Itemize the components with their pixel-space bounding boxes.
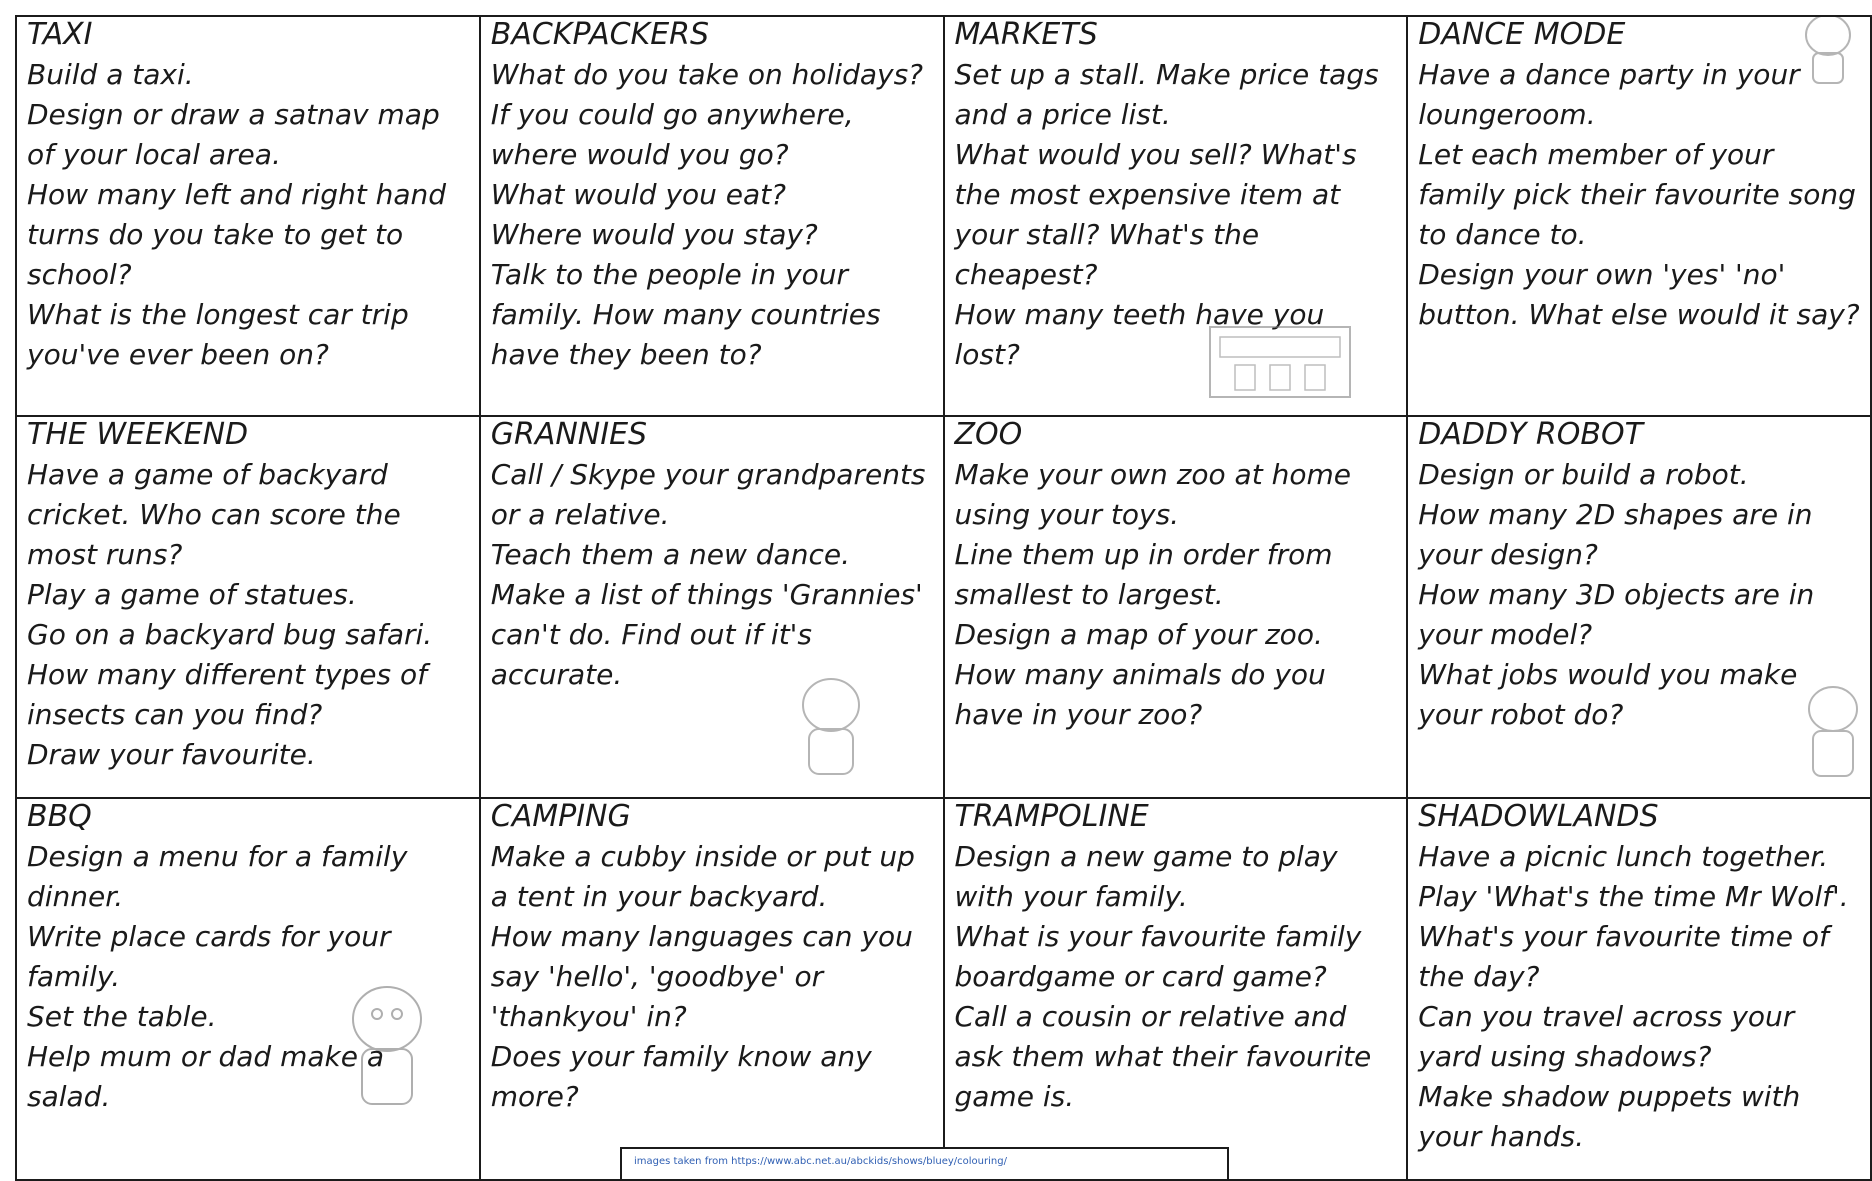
activity-cell-markets (944, 16, 1408, 416)
cartoon-dog-sketch-icon (1793, 677, 1871, 787)
grid-row (16, 798, 1871, 1180)
activity-cell-bbq (16, 798, 480, 1180)
grid-row (16, 16, 1871, 416)
activity-line: Play 'What's the time Mr Wolf'. (1418, 880, 1849, 913)
activity-line: Design a menu for a family dinner. (27, 840, 408, 913)
activity-line: How many languages can you say 'hello', 'goodbye' or 'thankyou' in? (490, 920, 913, 1033)
activity-line: Talk to the people in your family. How many countries have they been to? (490, 258, 881, 371)
activity-line: Teach them a new dance. (490, 538, 850, 571)
activity-line: What would you sell? What's the most expensive item at your stall? What's the cheapest? (954, 138, 1357, 291)
activity-line: How many left and right hand turns do you take to get to school? (27, 178, 447, 291)
activity-line: What do you take on holidays? (490, 58, 924, 91)
activity-line: Go on a backyard bug safari. (27, 618, 433, 651)
activity-line: Design or draw a satnav map of your local area. (27, 98, 440, 171)
activity-cell-backpackers (480, 16, 944, 416)
activity-title: MARKETS (954, 17, 1098, 52)
source-link-box[interactable] (620, 1147, 1229, 1181)
stall-sketch-icon (1200, 317, 1360, 407)
activity-line: Can you travel across your yard using shadows? (1418, 1000, 1795, 1073)
activity-line: Make your own zoo at home using your toys. (954, 458, 1351, 531)
activity-line: How many animals do you have in your zoo? (954, 658, 1326, 731)
activity-line: What would you eat? (490, 178, 787, 211)
activity-title: SHADOWLANDS (1418, 799, 1659, 834)
activity-cell-grannies (480, 416, 944, 798)
activity-line: Set up a stall. Make price tags and a price list. (954, 58, 1379, 131)
activity-line: How many 2D shapes are in your design? (1418, 498, 1813, 571)
activity-title: GRANNIES (490, 417, 648, 452)
activity-line: Call a cousin or relative and ask them what their favourite game is. (954, 1000, 1372, 1113)
activity-line: Design or build a robot. (1418, 458, 1749, 491)
activity-cell-the-weekend (16, 416, 480, 798)
activity-line: Help mum or dad make a salad. (27, 1040, 385, 1113)
activity-title: BBQ (27, 799, 92, 834)
activity-title: CAMPING (490, 799, 631, 834)
activity-line: Have a game of backyard cricket. Who can score the most runs? (27, 458, 401, 571)
activity-line: Where would you stay? (490, 218, 818, 251)
activity-line: Design a map of your zoo. (954, 618, 1323, 651)
activity-cell-shadowlands (1407, 798, 1871, 1180)
activity-cell-dance-mode (1407, 16, 1871, 416)
activity-cell-taxi (16, 16, 480, 416)
activity-line: Make a cubby inside or put up a tent in your backyard. (490, 840, 915, 913)
activity-line: What is your favourite family boardgame or card game? (954, 920, 1362, 993)
activity-title: DADDY ROBOT (1418, 417, 1643, 452)
source-link[interactable]: images taken from https://www.abc.net.au/abckids/shows/bluey/colouring/ (634, 1156, 1007, 1167)
activity-line: Let each member of your family pick their favourite song to dance to. (1418, 138, 1856, 251)
grid-row (16, 416, 1871, 798)
activity-cell-daddy-robot (1407, 416, 1871, 798)
activity-line: Draw your favourite. (27, 738, 316, 771)
activity-line: Make a list of things 'Grannies' can't do. Find out if it's accurate. (490, 578, 923, 691)
activity-line: Does your family know any more? (490, 1040, 872, 1113)
cartoon-dog-sketch-icon (781, 667, 881, 787)
activity-title: ZOO (954, 417, 1023, 452)
activity-line: Call / Skype your grandparents or a relative. (490, 458, 926, 531)
activity-title: BACKPACKERS (490, 17, 710, 52)
activity-line: How many different types of insects can you find? (27, 658, 428, 731)
activity-line: What is the longest car trip you've ever been on? (27, 298, 409, 371)
cartoon-dog-sketch-icon (332, 969, 442, 1119)
activity-line: How many teeth have you lost? (954, 298, 1325, 371)
activity-line: How many 3D objects are in your model? (1418, 578, 1815, 651)
activity-line: Have a picnic lunch together. (1418, 840, 1829, 873)
activity-cell-zoo (944, 416, 1408, 798)
activity-cell-trampoline (944, 798, 1408, 1180)
cartoon-dog-sketch-icon (1793, 16, 1863, 95)
activity-cell-camping (480, 798, 944, 1180)
activity-line: Make shadow puppets with your hands. (1418, 1080, 1801, 1153)
activity-line: Play a game of statues. (27, 578, 357, 611)
activity-line: Set the table. (27, 1000, 217, 1033)
activity-line: Design your own 'yes' 'no' button. What else would it say? (1418, 258, 1860, 331)
activity-title: TRAMPOLINE (954, 799, 1149, 834)
activity-title: DANCE MODE (1418, 17, 1626, 52)
activity-grid (15, 15, 1872, 1181)
activity-line: If you could go anywhere, where would you go? (490, 98, 854, 171)
activity-line: Write place cards for your family. (27, 920, 391, 993)
activity-board (15, 15, 1872, 1172)
activity-title: THE WEEKEND (27, 417, 249, 452)
activity-line: Have a dance party in your loungeroom. (1418, 58, 1800, 131)
activity-line: Design a new game to play with your family. (954, 840, 1338, 913)
activity-line: What jobs would you make your robot do? (1418, 658, 1798, 731)
activity-line: Line them up in order from smallest to largest. (954, 538, 1333, 611)
activity-title: TAXI (27, 17, 93, 52)
activity-line: Build a taxi. (27, 58, 194, 91)
activity-line: What's your favourite time of the day? (1418, 920, 1829, 993)
